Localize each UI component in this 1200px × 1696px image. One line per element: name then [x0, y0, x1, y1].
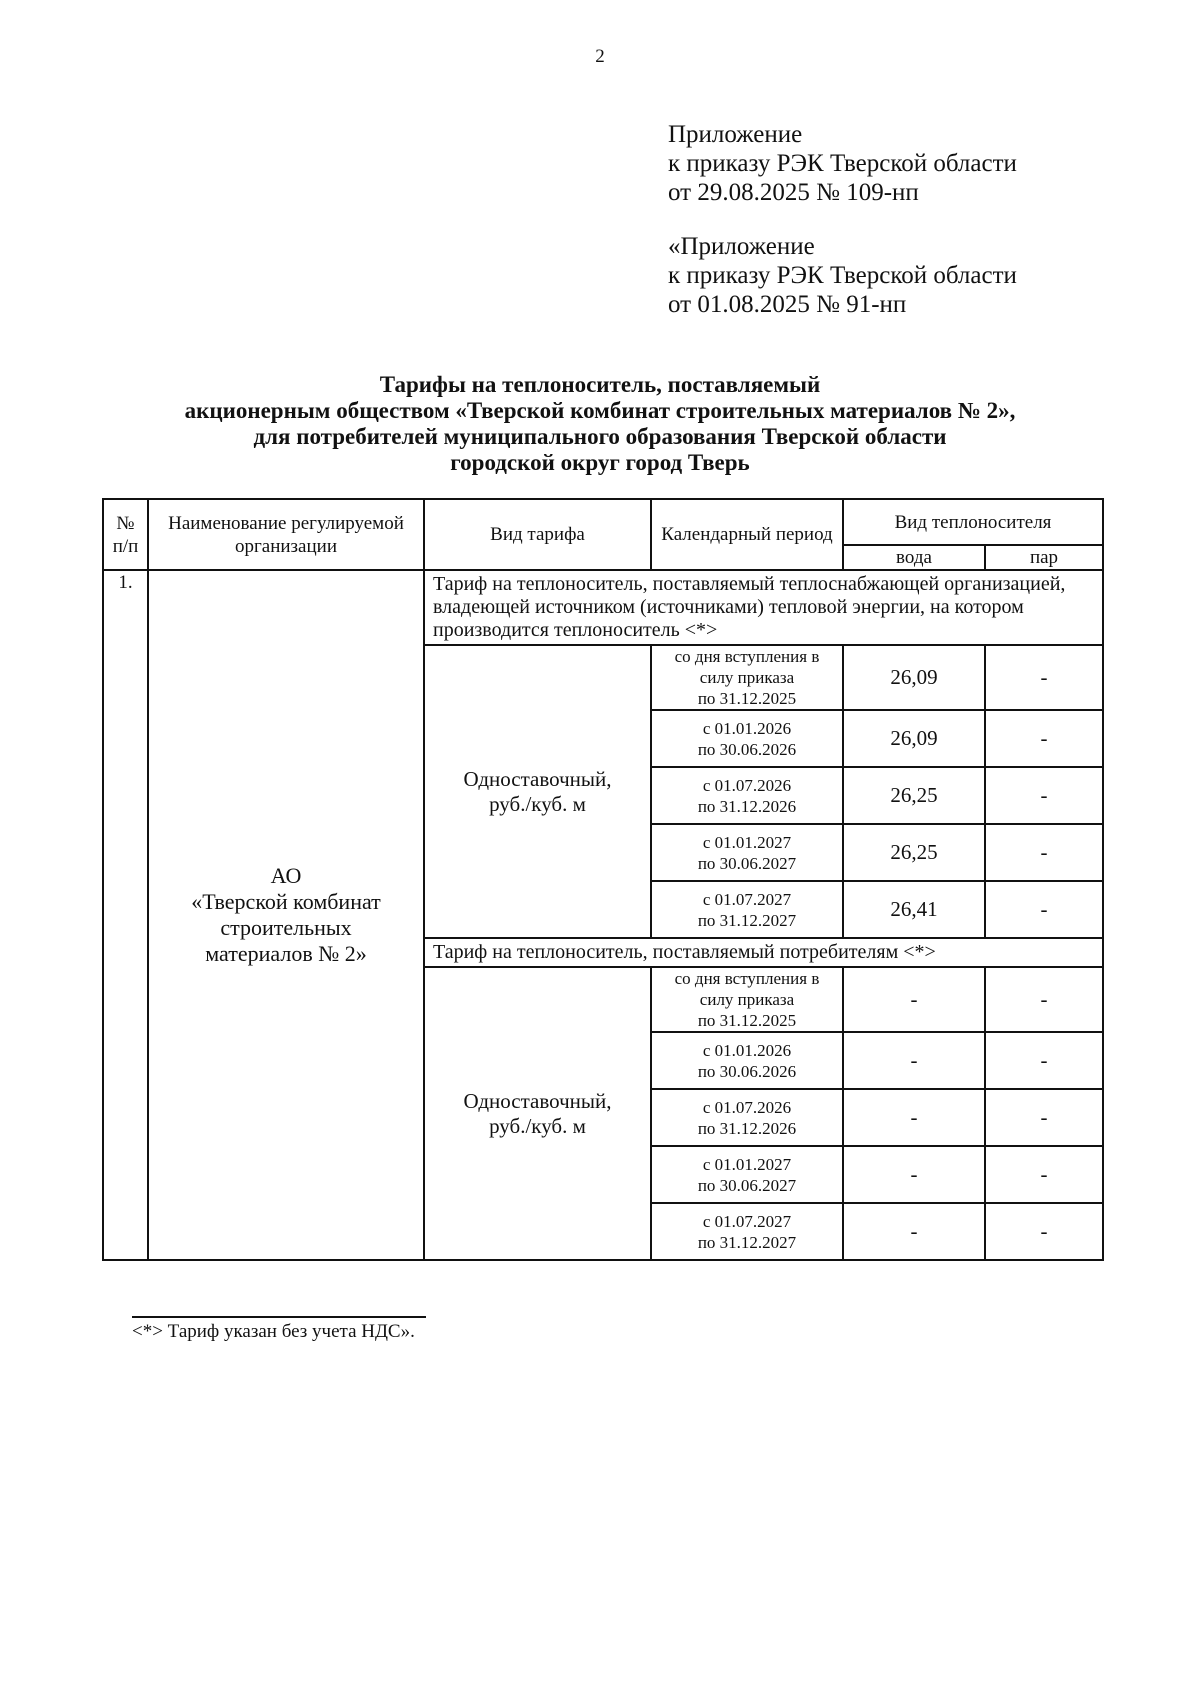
period-cell: [651, 1146, 843, 1203]
water-value: -: [843, 1146, 985, 1203]
water-value: 26,25: [843, 767, 985, 824]
steam-value: -: [985, 710, 1103, 767]
period-line: по 31.12.2026: [697, 796, 797, 816]
steam-value: -: [985, 881, 1103, 938]
water-value: -: [843, 1032, 985, 1089]
water-value: -: [843, 967, 985, 1032]
period-line: с 01.07.2027: [702, 1211, 792, 1231]
period-line: с 01.07.2027: [702, 889, 792, 909]
header-carrier-type: Вид теплоносителя: [843, 499, 1103, 545]
water-value: -: [843, 1089, 985, 1146]
organization-line: строительных: [220, 915, 352, 940]
period-line: по 30.06.2026: [697, 1061, 797, 1081]
water-value: 26,25: [843, 824, 985, 881]
page-number: 2: [595, 46, 605, 67]
row-number: 1.: [103, 570, 148, 1260]
period-cell: [651, 824, 843, 881]
section-title: Тариф на теплоноситель, поставляемый теплоснабжающей организацией, владеющей источником (источниками) тепловой энергии, на котором производится теплоноситель <*>: [424, 570, 1103, 645]
tariff-table: [102, 498, 1104, 1261]
tariff-kind: [424, 645, 651, 938]
water-value: -: [843, 1203, 985, 1260]
organization-name: [148, 570, 424, 1260]
period-cell: [651, 1032, 843, 1089]
period-cell: [651, 1089, 843, 1146]
period-line: с 01.01.2027: [702, 832, 792, 852]
footnote: <*> Тариф указан без учета НДС».: [132, 1321, 415, 1342]
header-number: № п/п: [103, 499, 148, 570]
period-cell: [651, 645, 843, 710]
tariff-kind-line: Одноставочный,: [463, 1088, 612, 1113]
water-value: 26,41: [843, 881, 985, 938]
period-line: по 31.12.2027: [697, 1232, 797, 1252]
period-line: с 01.07.2026: [702, 775, 792, 795]
steam-value: -: [985, 645, 1103, 710]
period-cell: [651, 767, 843, 824]
appendix-line: «Приложение: [668, 233, 815, 260]
tariff-kind-line: Одноставочный,: [463, 766, 612, 791]
water-value: 26,09: [843, 645, 985, 710]
period-line: по 31.12.2025: [697, 689, 797, 708]
header-organization: Наименование регулируемой организации: [148, 499, 424, 570]
section-title: Тариф на теплоноситель, поставляемый потребителям <*>: [424, 938, 1103, 967]
header-steam: пар: [985, 545, 1103, 570]
organization-line: «Тверской комбинат: [191, 889, 381, 914]
appendix-line: от 29.08.2025 № 109-нп: [668, 179, 919, 206]
period-line: по 30.06.2027: [697, 1175, 797, 1195]
title-line: Тарифы на теплоноситель, поставляемый: [379, 372, 821, 397]
steam-value: -: [985, 967, 1103, 1032]
appendix-line: Приложение: [668, 121, 803, 148]
water-value: 26,09: [843, 710, 985, 767]
appendix-line: к приказу РЭК Тверской области: [668, 262, 1017, 289]
steam-value: -: [985, 1089, 1103, 1146]
period-cell: [651, 1203, 843, 1260]
steam-value: -: [985, 1032, 1103, 1089]
period-line: с 01.01.2027: [702, 1154, 792, 1174]
organization-line: АО: [270, 863, 302, 888]
period-line: по 30.06.2026: [697, 739, 797, 759]
header-period: Календарный период: [651, 499, 843, 570]
period-cell: [651, 710, 843, 767]
period-line: по 31.12.2025: [697, 1011, 797, 1030]
period-cell: [651, 881, 843, 938]
tariff-kind: [424, 967, 651, 1260]
tariff-kind-line: руб./куб. м: [489, 1113, 586, 1138]
title-line: для потребителей муниципального образования Тверской области: [253, 424, 947, 449]
period-line: силу приказа: [699, 668, 795, 687]
period-line: по 30.06.2027: [697, 853, 797, 873]
header-tariff-type: Вид тарифа: [424, 499, 651, 570]
title-line: городской округ город Тверь: [450, 450, 750, 475]
period-line: с 01.01.2026: [702, 1040, 792, 1060]
period-line: по 31.12.2026: [697, 1118, 797, 1138]
steam-value: -: [985, 1203, 1103, 1260]
appendix-line: к приказу РЭК Тверской области: [668, 150, 1017, 177]
organization-line: материалов № 2»: [205, 941, 367, 966]
tariff-kind-line: руб./куб. м: [489, 791, 586, 816]
period-line: с 01.01.2026: [702, 718, 792, 738]
header-water: вода: [843, 545, 985, 570]
appendix-reference-current: [668, 120, 1017, 207]
steam-value: -: [985, 824, 1103, 881]
period-line: со дня вступления в: [674, 969, 820, 988]
appendix-line: от 01.08.2025 № 91-нп: [668, 291, 907, 318]
period-line: по 31.12.2027: [697, 910, 797, 930]
appendix-reference-original: [668, 232, 1017, 319]
steam-value: -: [985, 1146, 1103, 1203]
footnote-divider: [132, 1316, 426, 1318]
period-line: силу приказа: [699, 990, 795, 1009]
title-line: акционерным обществом «Тверской комбинат строительных материалов № 2»,: [184, 398, 1016, 423]
steam-value: -: [985, 767, 1103, 824]
document-title: [80, 372, 1120, 476]
period-line: со дня вступления в: [674, 647, 820, 666]
period-cell: [651, 967, 843, 1032]
period-line: с 01.07.2026: [702, 1097, 792, 1117]
